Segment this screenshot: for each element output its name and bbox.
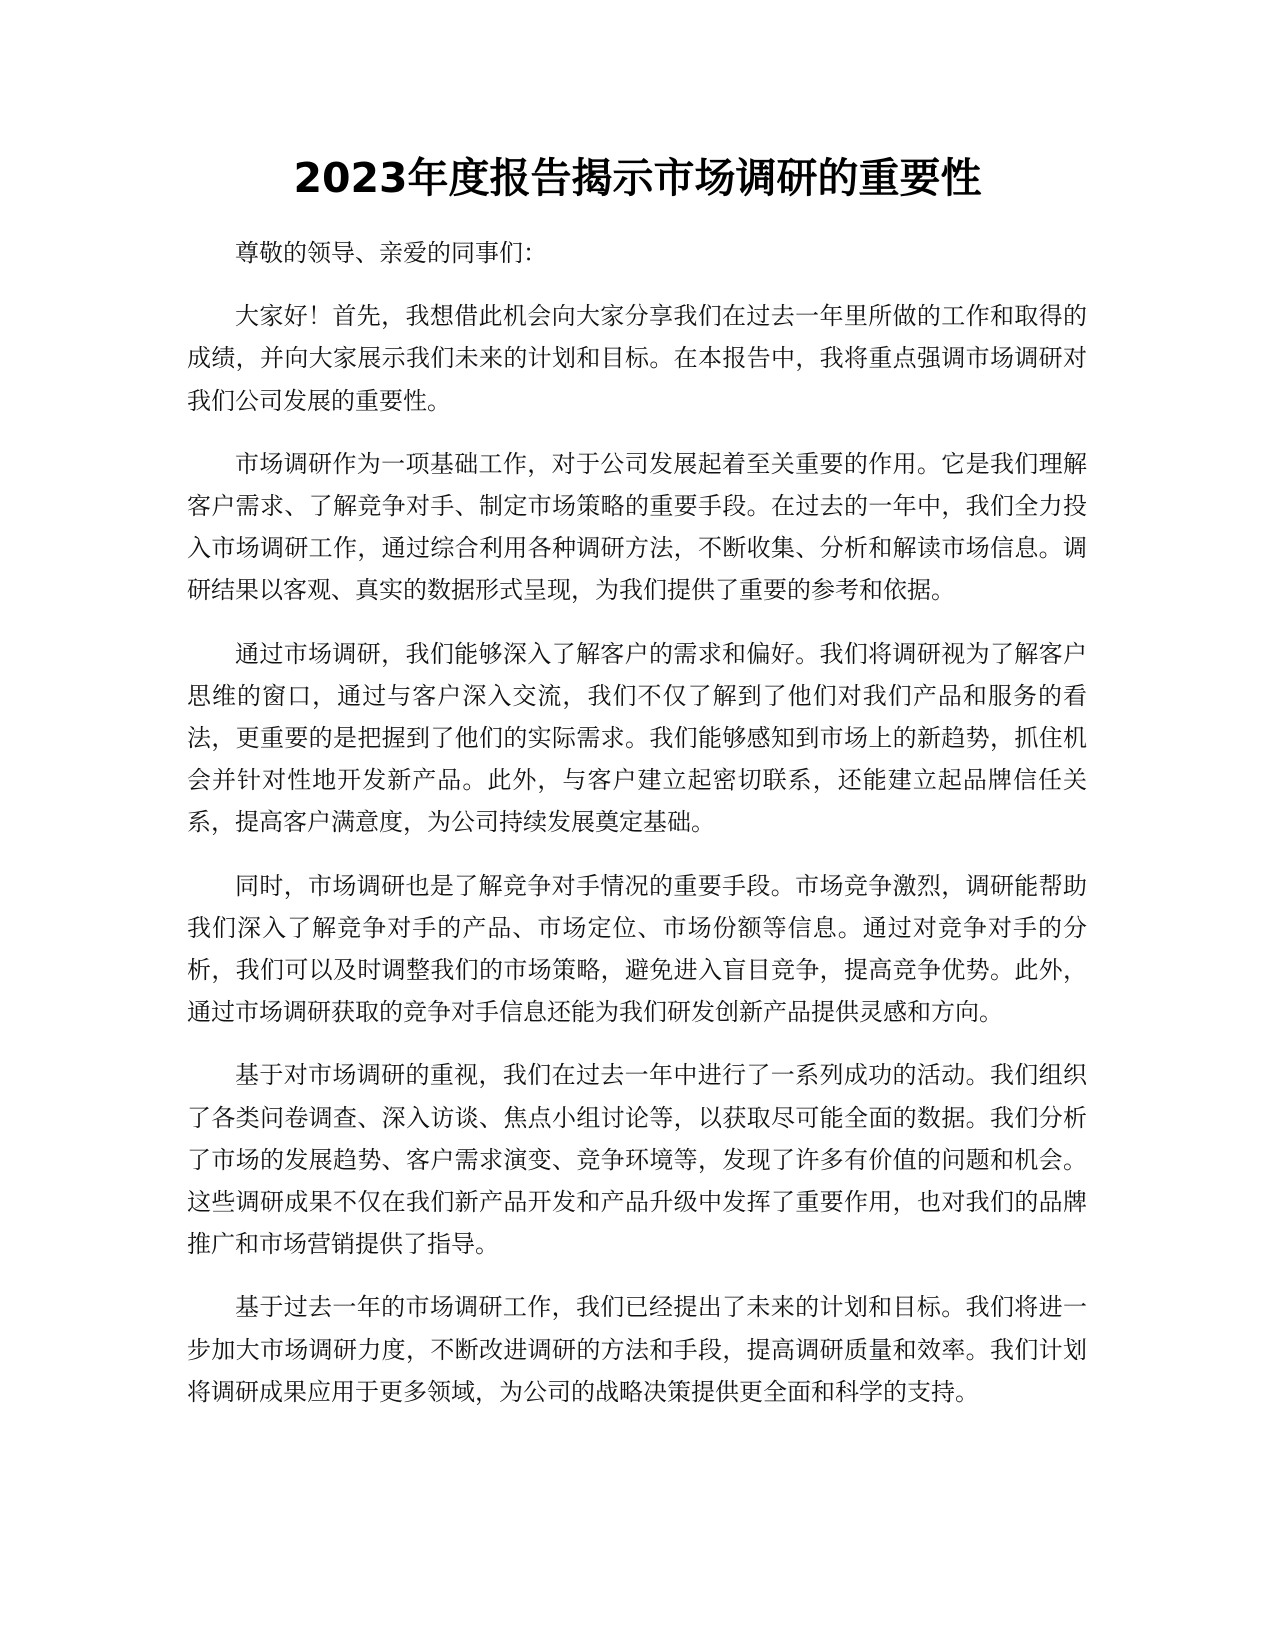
body-paragraph: 基于过去一年的市场调研工作，我们已经提出了未来的计划和目标。我们将进一步加大市场调研力度，不断改进调研的方法和手段，提高调研质量和效率。我们计划将调研成果应用于更多领域，为公司的战略决策提供更全面和科学的支持。 <box>187 1293 1087 1406</box>
document-body <box>187 232 1087 1434</box>
body-paragraph: 基于对市场调研的重视，我们在过去一年中进行了一系列成功的活动。我们组织了各类问卷调查、深入访谈、焦点小组讨论等，以获取尽可能全面的数据。我们分析了市场的发展趋势、客户需求演变、竞争环境等，发现了许多有价值的问题和机会。这些调研成果不仅在我们新产品开发和产品升级中发挥了重要作用，也对我们的品牌推广和市场营销提供了指导。 <box>187 1061 1087 1259</box>
intro-paragraph: 大家好！首先，我想借此机会向大家分享我们在过去一年里所做的工作和取得的成绩，并向大家展示我们未来的计划和目标。在本报告中，我将重点强调市场调研对我们公司发展的重要性。 <box>187 302 1087 415</box>
document-title: 2023年度报告揭示市场调研的重要性 <box>293 154 982 202</box>
body-paragraph: 通过市场调研，我们能够深入了解客户的需求和偏好。我们将调研视为了解客户思维的窗口，通过与客户深入交流，我们不仅了解到了他们对我们产品和服务的看法，更重要的是把握到了他们的实际需求。我们能够感知到市场上的新趋势，抓住机会并针对性地开发新产品。此外，与客户建立起密切联系，还能建立起品牌信任关系，提高客户满意度，为公司持续发展奠定基础。 <box>187 639 1087 837</box>
salutation-paragraph: 尊敬的领导、亲爱的同事们： <box>235 239 547 267</box>
body-paragraph: 同时，市场调研也是了解竞争对手情况的重要手段。市场竞争激烈，调研能帮助我们深入了解竞争对手的产品、市场定位、市场份额等信息。通过对竞争对手的分析，我们可以及时调整我们的市场策略，避免进入盲目竞争，提高竞争优势。此外，通过市场调研获取的竞争对手信息还能为我们研发创新产品提供灵感和方向。 <box>187 871 1087 1027</box>
body-paragraph: 市场调研作为一项基础工作，对于公司发展起着至关重要的作用。它是我们理解客户需求、了解竞争对手、制定市场策略的重要手段。在过去的一年中，我们全力投入市场调研工作，通过综合利用各种调研方法，不断收集、分析和解读市场信息。调研结果以客观、真实的数据形式呈现，为我们提供了重要的参考和依据。 <box>187 449 1087 605</box>
